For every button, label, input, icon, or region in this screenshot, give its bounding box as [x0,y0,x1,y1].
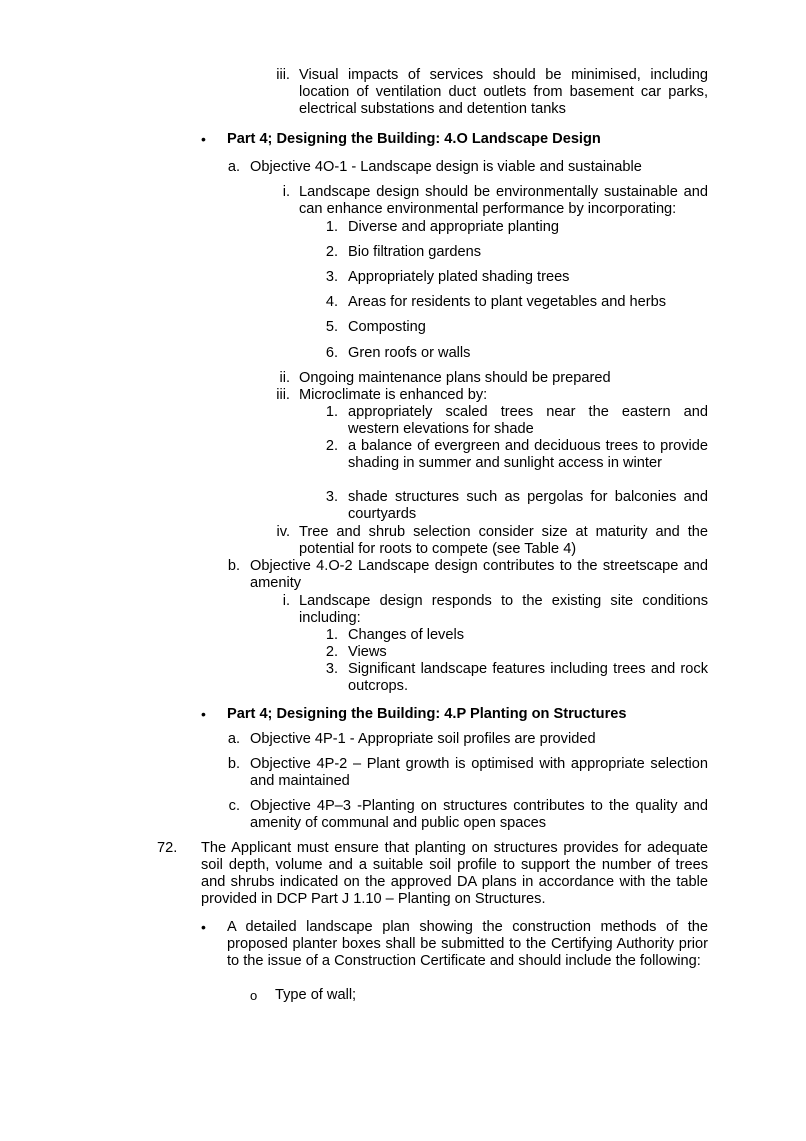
list-label: 3. [325,269,338,285]
list-label: 2. [325,438,338,454]
list-label: c. [228,798,240,814]
objective-text: Objective 4O-1 - Landscape design is viable and sustainable [250,159,642,175]
list-label: 4. [325,294,338,310]
section-heading: Part 4; Designing the Building: 4.P Planting on Structures [227,706,627,722]
list-label: i. [282,184,290,200]
list-item-text: Bio filtration gardens [348,244,482,260]
condition-number: 72. [157,840,178,856]
sub-list-item-text: Type of wall; [275,987,357,1003]
list-item-text: shade structures such as pergolas for balconies and courtyards [348,489,708,522]
list-item-text: Landscape design should be environmentally sustainable and can enhance environmental performance by incorporating: [299,184,708,217]
list-label: 3. [325,661,338,677]
list-label: ii. [279,370,290,386]
list-label: 2. [325,244,338,260]
list-item-text: Ongoing maintenance plans should be prepared [299,370,611,386]
list-item-text: Composting [348,319,426,335]
list-label: 1. [325,219,338,235]
list-item-text: appropriately scaled trees near the eastern and western elevations for shade [348,404,708,437]
list-item-text: Diverse and appropriate planting [348,219,559,235]
condition-bullet-text: A detailed landscape plan showing the construction methods of the proposed planter boxes shall be submitted to the Certifying Authority prior to the issue of a Construction Certificate and should include the following: [227,919,708,969]
section-heading: Part 4; Designing the Building: 4.O Landscape Design [227,131,601,147]
list-label: b. [227,558,240,574]
objective-text: Objective 4P-2 – Plant growth is optimised with appropriate selection and maintained [250,756,708,789]
list-label: i. [282,593,290,609]
list-item-text: Appropriately plated shading trees [348,269,570,285]
list-label: iv. [276,524,290,540]
list-label: 6. [325,345,338,361]
list-label: b. [227,756,240,772]
list-label: iii. [276,67,290,83]
list-label: a. [227,159,240,175]
bullet-icon: • [201,706,206,722]
list-label: 1. [325,404,338,420]
bullet-icon: • [201,131,206,147]
bullet-icon: • [201,919,206,935]
list-item-text: Tree and shrub selection consider size at maturity and the potential for roots to compete (see Table 4) [299,524,708,557]
list-label: 3. [325,489,338,505]
list-label: 5. [325,319,338,335]
list-item-text: Gren roofs or walls [348,345,471,361]
list-item-text: Views [348,644,387,660]
objective-text: Objective 4P-1 - Appropriate soil profiles are provided [250,731,596,747]
list-item-text: Visual impacts of services should be minimised, including location of ventilation duct outlets from basement car parks, electrical substations and detention tanks [299,67,708,117]
list-item-text: Microclimate is enhanced by: [299,387,488,403]
list-label: iii. [276,387,290,403]
list-item-text: Changes of levels [348,627,465,643]
list-label: 2. [325,644,338,660]
list-label: 1. [325,627,338,643]
objective-text: Objective 4P–3 -Planting on structures contributes to the quality and amenity of communal and public open spaces [250,798,708,831]
list-item-text: Landscape design responds to the existing site conditions including: [299,593,708,626]
circle-bullet-icon: o [250,988,258,1003]
objective-text: Objective 4.O-2 Landscape design contributes to the streetscape and amenity [250,558,708,591]
list-item-text: Significant landscape features including trees and rock outcrops. [348,661,708,694]
list-item-text: Areas for residents to plant vegetables and herbs [348,294,667,310]
list-item-text: a balance of evergreen and deciduous trees to provide shading in summer and sunlight access in winter [348,438,708,471]
condition-text: The Applicant must ensure that planting on structures provides for adequate soil depth, volume and a suitable soil profile to support the number of trees and shrubs indicated on the approved DA plans in accordance with the table provided in DCP Part J 1.10 – Planting on Structures. [201,840,708,907]
list-label: a. [227,731,240,747]
